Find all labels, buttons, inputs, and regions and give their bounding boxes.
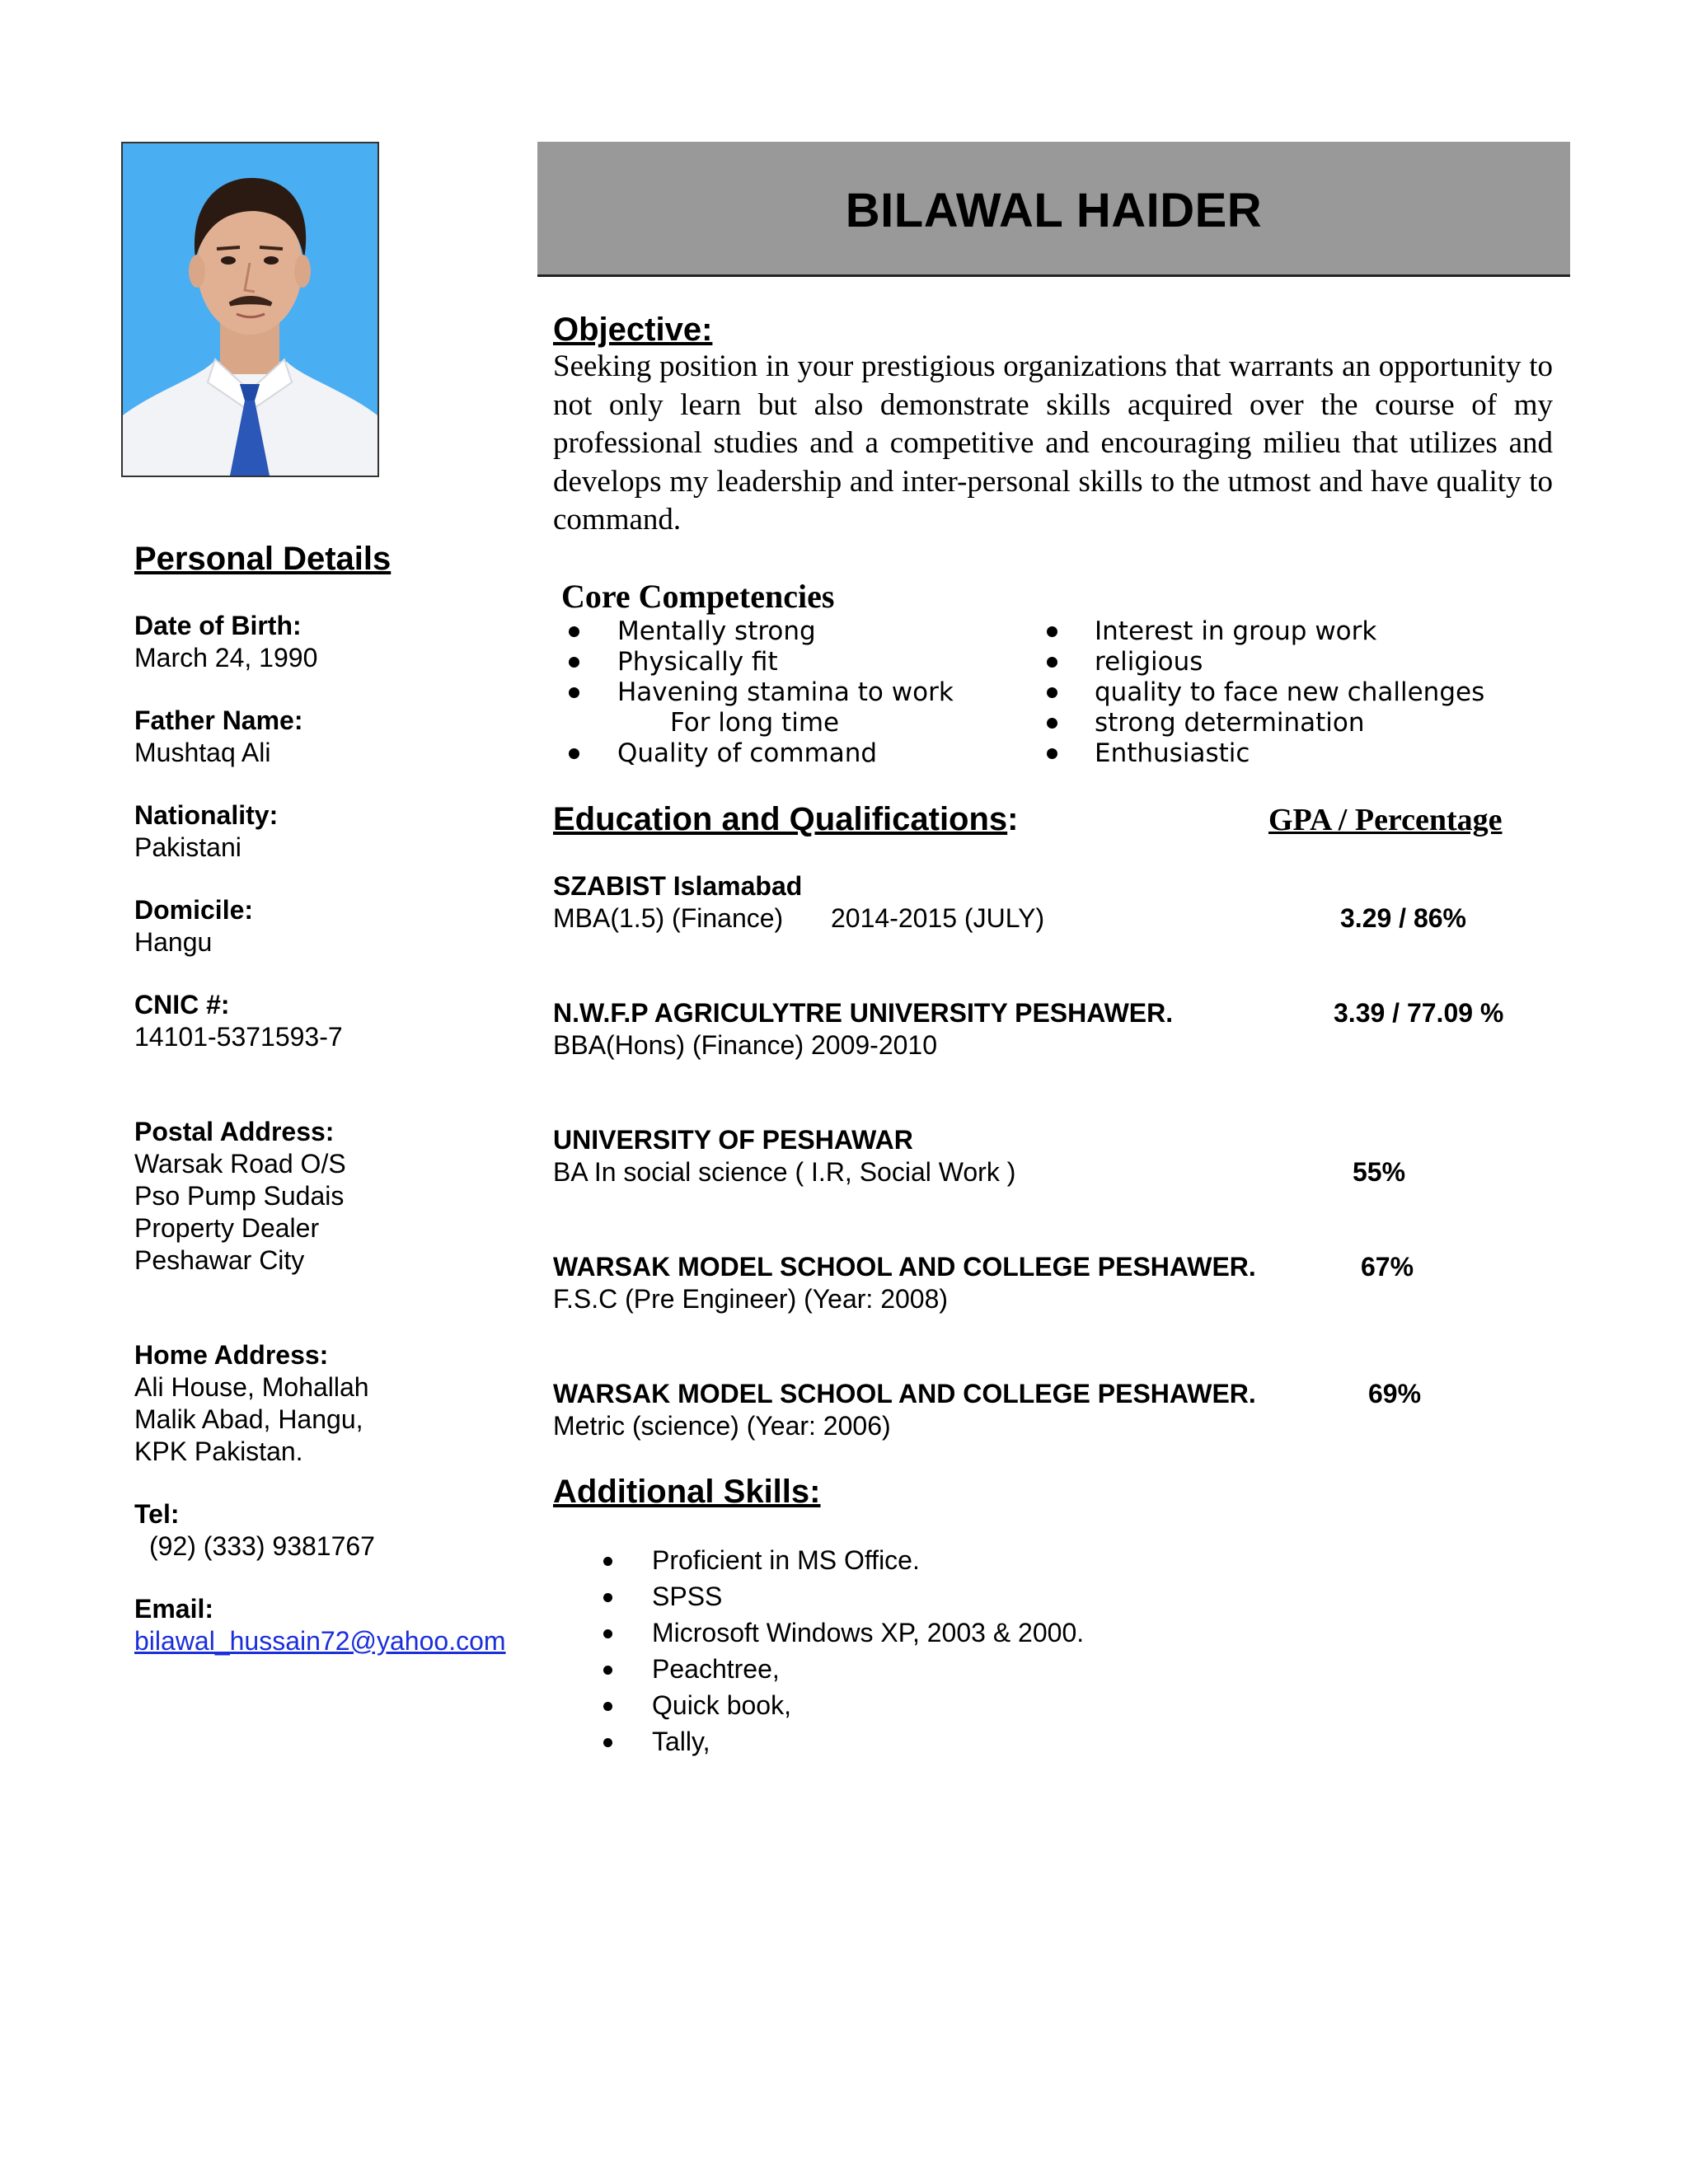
competencies-left-list [560,616,1022,773]
competency-item: Enthusiastic [1095,738,1250,768]
competency-item: Physically fit [617,647,778,677]
additional-skills-heading: Additional Skills: [553,1474,821,1510]
bullet-icon [569,687,579,698]
competency-item: Havening stamina to work [617,677,954,707]
competency-item: Quality of command [617,738,878,768]
bullet-icon [1047,718,1057,729]
competency-item: Mentally strong [617,616,816,646]
objective-heading: Objective: [553,312,713,348]
postal-address-line: Property Dealer [134,1213,320,1243]
competency-item: religious [1095,647,1203,677]
domicile-value: Hangu [134,927,213,957]
degree-text: MBA(1.5) (Finance) [553,903,784,933]
education-heading-colon: : [1007,801,1019,837]
score-value: 3.29 / 86% [1340,903,1466,933]
skill-item: Quick book, [652,1690,791,1720]
bullet-icon [603,1702,612,1711]
degree-years: 2014-2015 (JULY) [831,903,1045,933]
bullet-icon [1047,687,1057,698]
degree-text: Metric (science) (Year: 2006) [553,1411,891,1441]
skills-list [593,1544,1335,1767]
skill-item: Tally, [652,1727,710,1756]
personal-details-heading: Personal Details [134,541,392,577]
institution-name: WARSAK MODEL SCHOOL AND COLLEGE PESHAWER. [553,1252,1256,1282]
home-address-line: Malik Abad, Hangu, [134,1404,363,1434]
gpa-heading: GPA / Percentage [1268,803,1503,837]
bullet-icon [569,626,579,637]
competency-item: quality to face new challenges [1095,677,1485,707]
tel-value: (92) (333) 9381767 [149,1531,375,1561]
bullet-icon [569,748,579,759]
score-value: 69% [1368,1379,1422,1408]
education-heading [553,799,1019,839]
bullet-icon [1047,657,1057,668]
cnic-value: 14101-5371593-7 [134,1022,343,1052]
postal-address-line: Pso Pump Sudais [134,1181,345,1211]
domicile-label: Domicile: [134,895,254,925]
email-link[interactable]: bilawal_hussain72@yahoo.com [134,1626,506,1656]
nationality-label: Nationality: [134,800,279,830]
education-heading-text: Education and Qualifications [553,801,1008,837]
bullet-icon [603,1593,612,1602]
bullet-icon [1047,748,1057,759]
profile-photo [121,142,379,477]
tel-label: Tel: [134,1499,180,1529]
competencies-right-list [1045,616,1540,773]
postal-address-line: Peshawar City [134,1245,305,1275]
score-value: 55% [1353,1157,1406,1187]
bullet-icon [603,1629,612,1638]
home-address-line: Ali House, Mohallah [134,1372,369,1402]
score-value: 3.39 / 77.09 % [1334,998,1504,1028]
postal-address-line: Warsak Road O/S [134,1149,346,1179]
bullet-icon [603,1666,612,1675]
nationality-value: Pakistani [134,832,241,862]
skill-item: SPSS [652,1582,723,1611]
core-competencies-heading: Core Competencies [561,578,835,615]
email-label: Email: [134,1594,214,1624]
bullet-icon [569,657,579,668]
institution-name: N.W.F.P AGRICULYTRE UNIVERSITY PESHAWER. [553,998,1174,1028]
cnic-label: CNIC #: [134,990,230,1019]
skill-item: Microsoft Windows XP, 2003 & 2000. [652,1618,1085,1647]
bullet-icon [1047,626,1057,637]
bullet-icon [603,1738,612,1747]
competency-item: Interest in group work [1095,616,1377,646]
home-address-line: KPK Pakistan. [134,1436,303,1466]
degree-text: BA In social science ( I.R, Social Work ) [553,1157,1016,1187]
dob-value: March 24, 1990 [134,643,318,673]
postal-address-label: Postal Address: [134,1117,335,1146]
father-name-value: Mushtaq Ali [134,738,271,767]
father-name-label: Father Name: [134,705,303,735]
bullet-icon [603,1557,612,1566]
skill-item: Proficient in MS Office. [652,1545,920,1575]
name-banner [537,142,1570,277]
institution-name: UNIVERSITY OF PESHAWAR [553,1125,913,1155]
person-portrait [123,143,377,476]
competency-item: strong determination [1095,708,1365,738]
degree-text: BBA(Hons) (Finance) 2009-2010 [553,1030,938,1060]
objective-text: Seeking position in your prestigious organizations that warrants an opportunity to not only learn but also demonstrate skills acquired over the course of my professional studies and a competitive and encouraging milieu that utilizes and develops my leadership and inter-personal skills to the utmost and have quality to command. [553,349,1553,537]
degree-text: F.S.C (Pre Engineer) (Year: 2008) [553,1284,949,1314]
home-address-label: Home Address: [134,1340,329,1370]
skill-item: Peachtree, [652,1654,780,1684]
score-value: 67% [1361,1252,1414,1282]
institution-name: SZABIST Islamabad [553,871,803,901]
institution-name: WARSAK MODEL SCHOOL AND COLLEGE PESHAWER. [553,1379,1256,1408]
competency-item-continuation: For long time [670,708,840,738]
candidate-name: BILAWAL HAIDER [845,184,1263,237]
dob-label: Date of Birth: [134,611,302,640]
